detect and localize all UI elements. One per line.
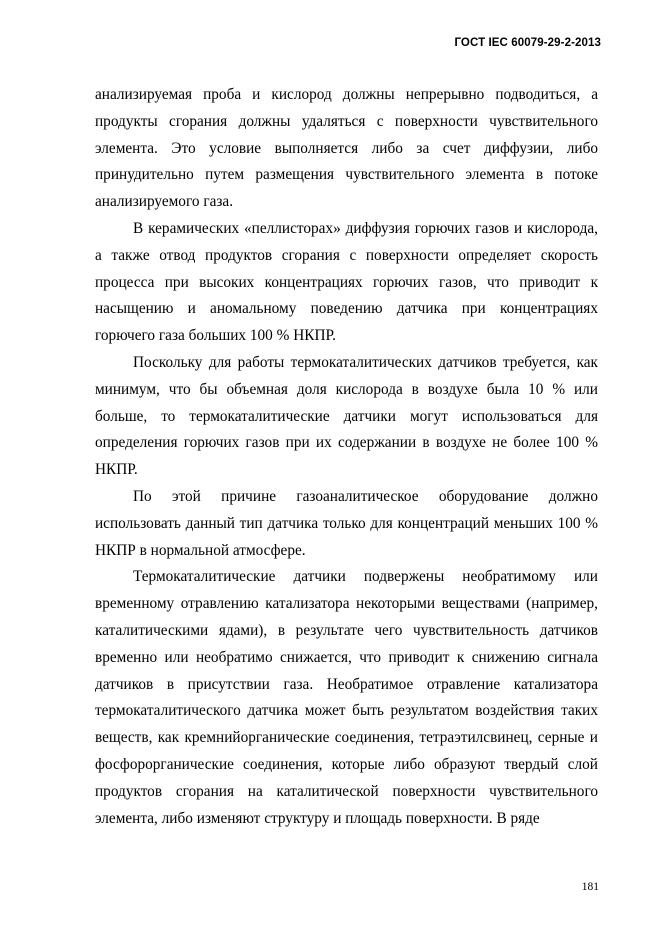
document-code-header: ГОСТ IEC 60079-29-2-2013 <box>454 37 601 49</box>
paragraph-pellistor-diffusion: В керамических «пеллисторах» диффузия горючих газов и кислорода, а также отвод продуктов сгорания с поверхности определяет скорость процесса при высоких концентрациях горючих газов, что приводит к насыщению и аномальному поведению датчика при концентрациях горючего газа больших 100 % НКПР. <box>95 219 598 345</box>
paragraph-continuation: анализируемая проба и кислород должны непрерывно подводиться, а продукты сгорания должны удаляться с поверхности чувствительного элемента. Это условие выполняется либо за счет диффузии, либо принудительно путем размещения чувствительного элемента в потоке анализируемого газа. <box>95 86 598 211</box>
paragraph-catalyst-poisoning: Термокаталитические датчики подвержены необратимому или временному отравлению катализатора некоторыми веществами (например, каталитическими ядами), в результате чего чувствительность датчиков временно или необратимо снижается, что приводит к снижению сигнала датчиков в присутствии газа. Необратимое отравление катализатора термокаталитического датчика может быть результатом воздействия таких веществ, как кремнийорганические соединения, тетраэтилсвинец, серные и фосфорорганические соединения, которые либо образуют твердый слой продуктов сгорания на каталитической поверхности чувствительного элемента, либо изменяют структуру и площадь поверхности. В ряде <box>95 568 598 827</box>
paragraph-oxygen-requirement: Поскольку для работы термокаталитических датчиков требуется, как минимум, что бы объемная доля кислорода в воздухе была 10 % или больше, то термокаталитические датчики могут использоваться для определения горючих газов при их содержании в воздухе не более 100 % НКПР. <box>95 353 598 479</box>
paragraph-concentration-limit: По этой причине газоаналитическое оборудование должно использовать данный тип датчика только для концентраций меньших 100 % НКПР в нормальной атмосфере. <box>95 487 598 559</box>
page-number: 181 <box>581 881 599 893</box>
body-text <box>95 82 598 832</box>
